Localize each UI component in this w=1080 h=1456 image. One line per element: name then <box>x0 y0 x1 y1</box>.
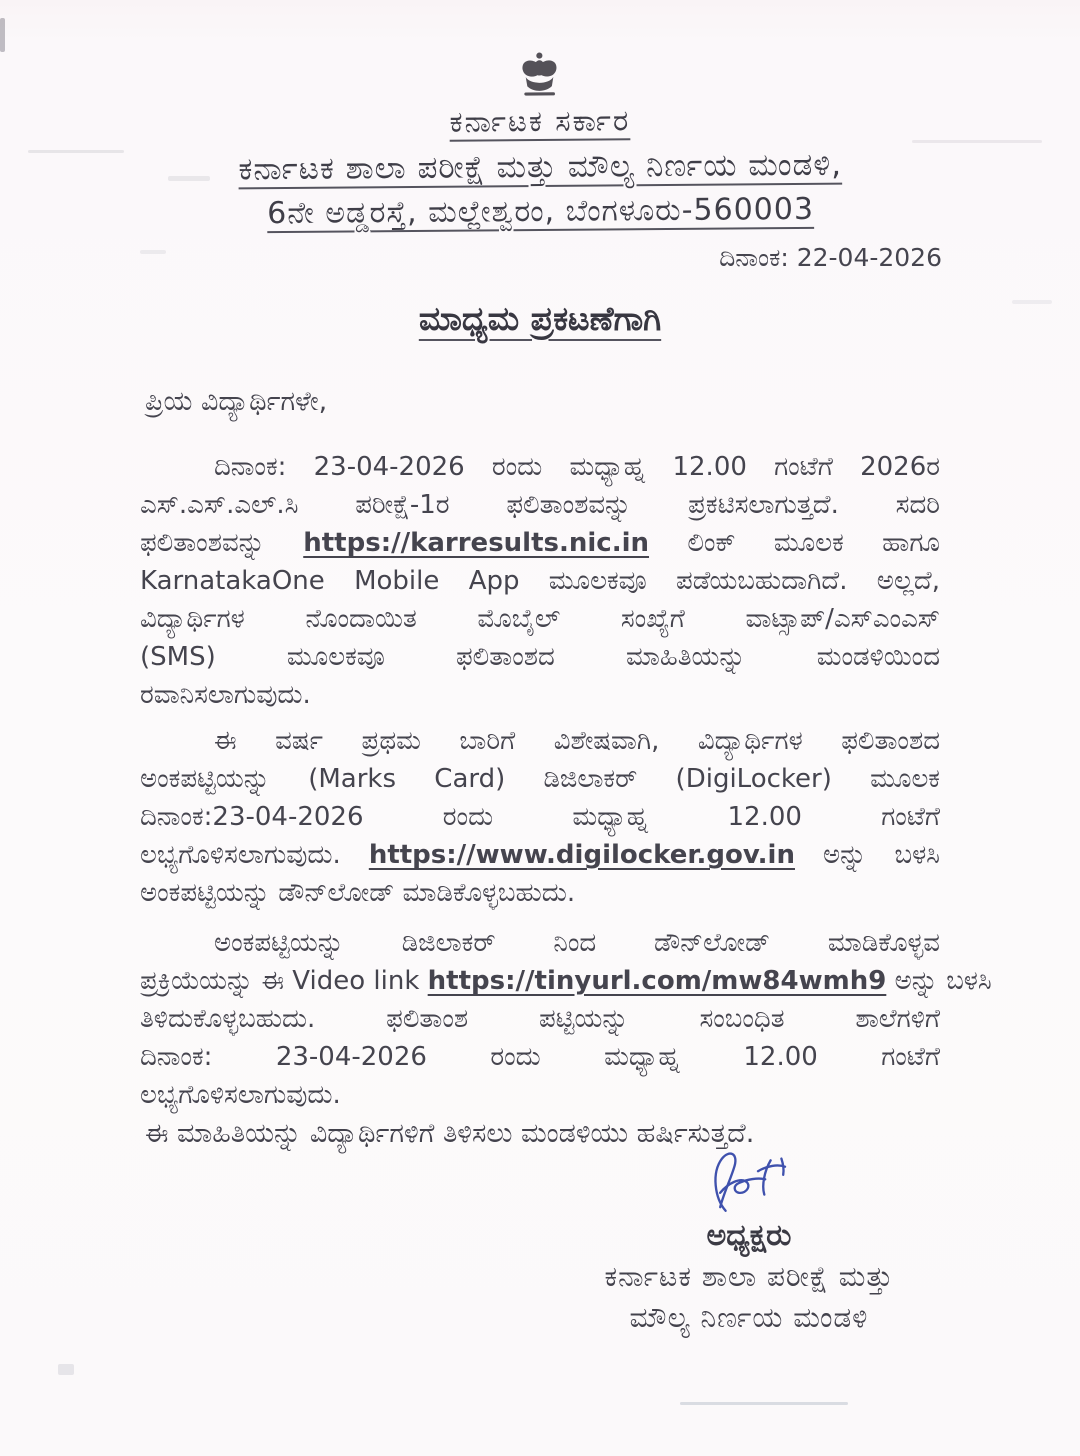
board-name: ಕರ್ನಾಟಕ ಶಾಲಾ ಪರೀಕ್ಷೆ ಮತ್ತು ಮೌಲ್ಯ ನಿರ್ಣಯ ಮಂಡಳಿ, <box>238 146 843 188</box>
government-title: ಕರ್ನಾಟಕ ಸರ್ಕಾರ <box>449 103 631 139</box>
text-line: KarnatakaOne Mobile App ಮೂಲಕವೂ ಪಡೆಯಬಹುದಾಗಿದೆ. ಅಲ್ಲದೆ, <box>140 566 940 596</box>
text-line: (SMS) ಮೂಲಕವೂ ಫಲಿತಾಂಶದ ಮಾಹಿತಿಯನ್ನು ಮಂಡಳಿಯಿಂದ <box>140 642 940 672</box>
text-line: ದಿನಾಂಕ:23-04-2026 ರಂದು ಮಧ್ಯಾಹ್ನ 12.00 ಗಂಟೆಗೆ <box>140 802 940 832</box>
scan-artifact <box>140 250 166 254</box>
scan-artifact <box>0 18 5 52</box>
paragraph-digilocker-markscard <box>140 722 940 912</box>
karnataka-state-emblem-icon <box>516 46 562 102</box>
printed-url: https://tinyurl.com/mw84wmh9 <box>427 966 887 996</box>
text-line: ಅಂಕಪಟ್ಟಿಯನ್ನು ಡೌನ್‌ಲೋಡ್ ಮಾಡಿಕೊಳ್ಳಬಹುದು. <box>140 878 576 908</box>
signature-block <box>544 1146 954 1335</box>
text-line: ಲಭ್ಯಗೊಳಿಸಲಾಗುವುದು. https://www.digilocker.gov.in ಅನ್ನು ಬಳಸಿ <box>140 840 940 870</box>
signatory-org-line1: ಕರ್ನಾಟಕ ಶಾಲಾ ಪರೀಕ್ಷೆ ಮತ್ತು <box>604 1260 894 1293</box>
board-address: 6ನೇ ಅಡ್ಡರಸ್ತೆ, ಮಲ್ಲೇಶ್ವರಂ, ಬೆಂಗಳೂರು-560003 <box>267 191 815 232</box>
text-line: ಫಲಿತಾಂಶವನ್ನು https://karresults.nic.in ಲಿಂಕ್ ಮೂಲಕ ಹಾಗೂ <box>140 528 940 558</box>
printed-url: https://karresults.nic.in <box>303 528 650 558</box>
text-line: ಈ ವರ್ಷ ಪ್ರಥಮ ಬಾರಿಗೆ ವಿಶೇಷವಾಗಿ, ವಿದ್ಯಾರ್ಥಿಗಳ ಫಲಿತಾಂಶದ <box>214 726 940 756</box>
text-line: ಪ್ರಕ್ರಿಯೆಯನ್ನು ಈ Video link https://tinyurl.com/mw84wmh9 ಅನ್ನು ಬಳಸಿ <box>140 966 992 996</box>
text-line: ಎಸ್.ಎಸ್.ಎಲ್.ಸಿ ಪರೀಕ್ಷೆ-1ರ ಫಲಿತಾಂಶವನ್ನು ಪ್ರಕಟಿಸಲಾಗುತ್ತದೆ. ಸದರಿ <box>140 490 940 520</box>
handwritten-signature-icon <box>689 1146 809 1218</box>
text-line: ದಿನಾಂಕ: 23-04-2026 ರಂದು ಮಧ್ಯಾಹ್ನ 12.00 ಗಂಟೆಗೆ <box>140 1042 940 1072</box>
paragraph-result-announcement <box>140 448 940 714</box>
text-line: ದಿನಾಂಕ: 23-04-2026 ರಂದು ಮಧ್ಯಾಹ್ನ 12.00 ಗಂಟೆಗೆ 2026ರ <box>214 452 940 482</box>
printed-url: https://www.digilocker.gov.in <box>368 840 795 870</box>
signatory-org-line2: ಮೌಲ್ಯ ನಿರ್ಣಯ ಮಂಡಳಿ <box>629 1301 869 1334</box>
scan-artifact <box>58 1364 74 1375</box>
scan-artifact <box>680 1402 848 1405</box>
text-line: ಅಂಕಪಟ್ಟಿಯನ್ನು ಡಿಜಿಲಾಕರ್ ನಿಂದ ಡೌನ್‌ಲೋಡ್ ಮಾಡಿಕೊಳ್ಳವ <box>214 928 940 958</box>
signatory-designation: ಅಧ್ಯಕ್ಷರು <box>706 1218 792 1253</box>
subject-heading: ಮಾಧ್ಯಮ ಪ್ರಕಟಣೆಗಾಗಿ <box>418 299 662 338</box>
text-line: ರವಾನಿಸಲಾಗುವುದು. <box>140 680 311 710</box>
text-line: ಲಭ್ಯಗೊಳಿಸಲಾಗುವುದು. <box>140 1080 341 1110</box>
text-line: ತಿಳಿದುಕೊಳ್ಳಬಹುದು. ಫಲಿತಾಂಶ ಪಟ್ಟಿಯನ್ನು ಸಂಬಂಧಿತ ಶಾಲೆಗಳಿಗೆ <box>140 1004 940 1034</box>
letter-date: ದಿನಾಂಕ: 22-04-2026 <box>719 243 942 272</box>
salutation: ಪ್ರಿಯ ವಿದ್ಯಾರ್ಥಿಗಳೇ, <box>145 386 328 417</box>
text-line: ವಿದ್ಯಾರ್ಥಿಗಳ ನೊಂದಾಯಿತ ಮೊಬೈಲ್ ಸಂಖ್ಯೆಗೆ ವಾಟ್ಸಾಪ್/ಎಸ್‌ಎಂಎಸ್ <box>140 604 940 634</box>
text-line: ಅಂಕಪಟ್ಟಿಯನ್ನು (Marks Card) ಡಿಜಿಲಾಕರ್ (DigiLocker) ಮೂಲಕ <box>140 764 940 794</box>
closing-statement: ಈ ಮಾಹಿತಿಯನ್ನು ವಿದ್ಯಾರ್ಥಿಗಳಿಗೆ ತಿಳಿಸಲು ಮಂಡಳಿಯು ಹರ್ಷಿಸುತ್ತದೆ. <box>145 1118 755 1149</box>
paragraph-video-and-schools <box>140 924 992 1114</box>
letterhead <box>0 42 1080 233</box>
